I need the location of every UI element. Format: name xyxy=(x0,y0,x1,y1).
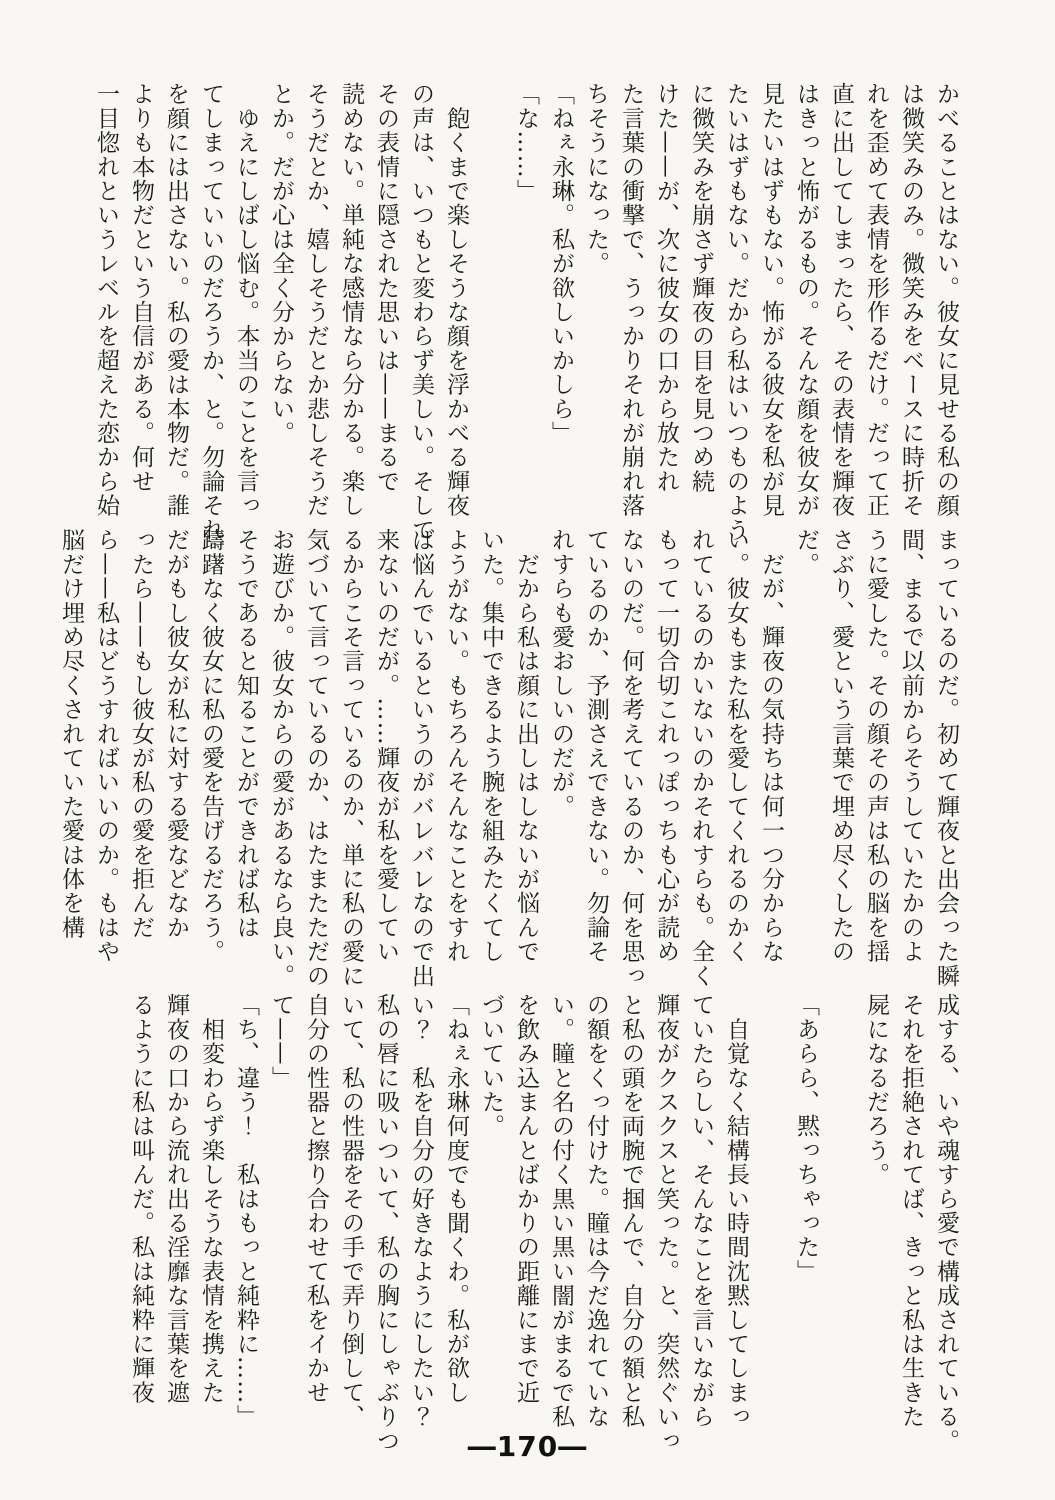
text-column: に微笑みを崩さず輝夜の目を見つめ続 xyxy=(688,82,714,494)
text-column: ているのか、予測さえできない。勿論そ xyxy=(583,528,609,964)
text-column: を飲み込まんとばかりの距離にまで近 xyxy=(513,993,539,1405)
text-column: よりも本物だという自信がある。何せ xyxy=(128,82,154,494)
text-column: て——」 xyxy=(268,993,294,1090)
text-column: ら——私はどうすればいいのか。もはや xyxy=(93,528,119,964)
text-column: れすらも愛おしいのだが。 xyxy=(548,528,574,819)
text-block-top xyxy=(88,82,963,544)
text-column: 「ち、違う！ 私はもっと純粋に……」 xyxy=(233,993,259,1429)
text-column: 直に出してしまったら、その表情を輝夜 xyxy=(828,82,854,518)
text-column: の声は、いつもと変わらず美しい。そして xyxy=(408,82,434,542)
text-column: い。瞳と名の付く黒い黒い闇がまるで私 xyxy=(548,993,574,1429)
text-column: と私の頭を両腕で掴んで、自分の額と私 xyxy=(618,993,644,1429)
text-column: そうであると知ることができれば私は xyxy=(233,528,259,940)
text-column: づいていた。 xyxy=(478,993,504,1139)
text-column: 「ねぇ永琳。私が欲しいかしら」 xyxy=(548,82,574,445)
text-column: 間、まるで以前からそうしていたかのよ xyxy=(898,528,924,964)
text-column: もって一切合切これっぽっちも心が読め xyxy=(653,528,679,964)
text-column: うに愛した。その顔その声は私の脳を揺 xyxy=(863,528,889,964)
text-column: 見たいはずもない。怖がる彼女を私が見 xyxy=(758,82,784,518)
text-column: は微笑みのみ。微笑みをベースに時折そ xyxy=(898,82,924,518)
text-column: かべることはない。彼女に見せる私の顔 xyxy=(933,82,959,518)
text-column: お遊びか。彼女からの愛があるなら良い。 xyxy=(268,528,294,988)
text-column: ないのだ。何を考えているのか、何を思っ xyxy=(618,528,644,988)
text-column: だがもし彼女が私に対する愛などなか xyxy=(163,528,189,940)
text-column: 来ないのだが。……輝夜が私を愛してい xyxy=(373,528,399,964)
text-column: さぶり、愛という言葉で埋め尽くしたの xyxy=(828,528,854,964)
text-column: 一目惚れというレベルを超えた恋から始 xyxy=(93,82,119,518)
text-column: そうだとか、嬉しそうだとか悲しそうだ xyxy=(303,82,329,518)
text-column: るように私は叫んだ。私は純粋に輝夜 xyxy=(128,993,154,1405)
text-column xyxy=(473,82,508,544)
page-number: ―170― xyxy=(467,1430,588,1463)
text-column: てしまっていいのだろうか、と。勿論それ xyxy=(198,82,224,542)
text-column: た言葉の衝撃で、うっかりそれが崩れ落 xyxy=(618,82,644,518)
text-column: るからこそ言っているのか、単に私の愛に xyxy=(338,528,364,988)
text-column: ようがない。もちろんそんなことをすれ xyxy=(443,528,469,964)
text-column: だ。 xyxy=(793,528,819,577)
text-column: 気づいて言っているのか、はたまたただの xyxy=(303,528,329,988)
text-column: 「あらら、黙っちゃった」 xyxy=(793,993,819,1284)
text-column: ば悩んでいるというのがバレバレなので出 xyxy=(408,528,434,988)
text-column xyxy=(823,993,858,1455)
text-column: ったら——もし彼女が私の愛を拒んだ xyxy=(128,528,154,940)
text-column: その表情に隠された思いは——まるで xyxy=(373,82,399,494)
text-column: を顔には出さない。私の愛は本物だ。誰 xyxy=(163,82,189,518)
text-column: それを拒絶されてば、きっと私は生きた xyxy=(898,993,924,1429)
text-block-middle xyxy=(53,528,963,990)
text-column: 読めない。単純な感情なら分かる。楽し xyxy=(338,82,364,518)
text-column: ゆえにしばし悩む。本当のことを言っ xyxy=(233,82,259,518)
text-column: 輝夜がクスクスと笑った。と、突然ぐいっ xyxy=(653,993,679,1453)
text-column: たいはずもない。だから私はいつものよう xyxy=(723,82,749,542)
text-column: 屍になるだろう。 xyxy=(863,993,889,1187)
text-column: まっているのだ。初めて輝夜と出会った瞬 xyxy=(933,528,959,988)
text-column xyxy=(753,993,788,1455)
text-column: 躊躇なく彼女に私の愛を告げるだろう。 xyxy=(198,528,224,964)
text-column: 相変わらず楽しそうな表情を携えた xyxy=(198,993,224,1405)
text-block-bottom xyxy=(123,993,963,1455)
text-column: 「ねぇ永琳何度でも聞くわ。私が欲し xyxy=(443,993,469,1405)
text-column: 成する、いや魂すら愛で構成されている。 xyxy=(933,993,959,1453)
text-column: れているのかいないのかそれすらも。全く xyxy=(688,528,714,988)
text-column: ていたらしい、そんなことを言いながら xyxy=(688,993,714,1429)
text-column: いて、私の性器をその手で弄り倒して、 xyxy=(338,993,364,1429)
text-column: 自覚なく結構長い時間沈黙してしまっ xyxy=(723,993,749,1429)
text-column: 自分の性器と擦り合わせて私をイかせ xyxy=(303,993,329,1405)
text-column: 脳だけ埋め尽くされていた愛は体を構 xyxy=(58,528,84,940)
text-column: とか。だが心は全く分からない。 xyxy=(268,82,294,445)
text-column: 飽くまで楽しそうな顔を浮かべる輝夜 xyxy=(443,82,469,518)
text-column: の額をくっ付けた。瞳は今だ逸れていな xyxy=(583,993,609,1429)
text-column: だから私は顔に出しはしないが悩んで xyxy=(513,528,539,964)
text-column: だが、輝夜の気持ちは何一つ分からな xyxy=(758,528,784,964)
text-column: 「な……」 xyxy=(513,82,539,203)
text-column: はきっと怖がるもの。そんな顔を彼女が xyxy=(793,82,819,518)
text-column: いた。集中できるよう腕を組みたくてし xyxy=(478,528,504,964)
text-column: い？ 私を自分の好きなようにしたい？ xyxy=(408,993,434,1429)
text-column: れを歪めて表情を形作るだけ。だって正 xyxy=(863,82,889,518)
text-column: い。彼女もまた私を愛してくれるのかく xyxy=(723,528,749,964)
text-column: 輝夜の口から流れ出る淫靡な言葉を遮 xyxy=(163,993,189,1405)
text-column: ちそうになった。 xyxy=(583,82,609,276)
text-column: 私の唇に吸いついて、私の胸にしゃぶりつ xyxy=(373,993,399,1453)
text-column: けた——が、次に彼女の口から放たれ xyxy=(653,82,679,494)
